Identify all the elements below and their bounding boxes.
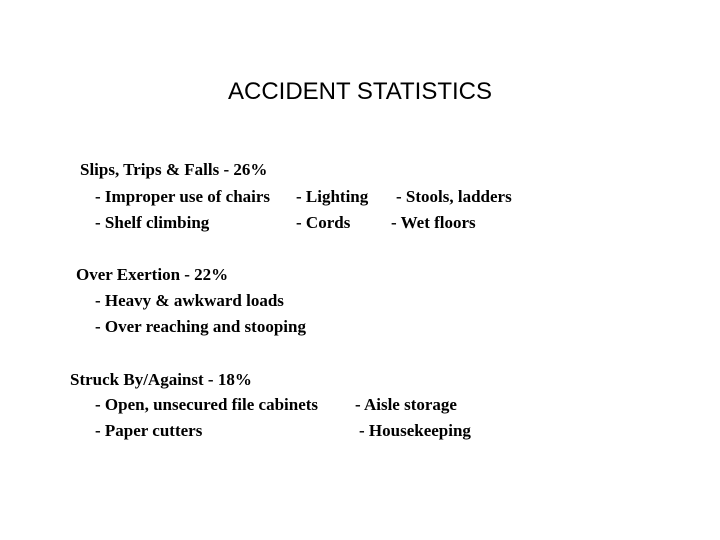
item-aisle-storage: - Aisle storage — [355, 395, 457, 414]
item-over-reaching-stooping: - Over reaching and stooping — [95, 317, 306, 336]
section-heading-over-exertion: Over Exertion - 22% — [76, 265, 229, 284]
item-file-cabinets: - Open, unsecured file cabinets — [95, 395, 319, 414]
item-heavy-awkward-loads: - Heavy & awkward loads — [95, 291, 284, 310]
item-improper-use-of-chairs: - Improper use of chairs — [95, 187, 271, 206]
item-lighting: - Lighting — [296, 187, 369, 206]
section-heading-slips: Slips, Trips & Falls - 26% — [80, 160, 268, 179]
item-paper-cutters: - Paper cutters — [95, 421, 203, 440]
section-heading-struck-by: Struck By/Against - 18% — [70, 370, 252, 389]
item-stools-ladders: - Stools, ladders — [396, 187, 512, 206]
item-housekeeping: - Housekeeping — [359, 421, 471, 440]
item-cords: - Cords — [296, 213, 351, 232]
item-shelf-climbing: - Shelf climbing — [95, 213, 210, 232]
item-wet-floors: - Wet floors — [391, 213, 476, 232]
slide-title: ACCIDENT STATISTICS — [227, 78, 493, 105]
